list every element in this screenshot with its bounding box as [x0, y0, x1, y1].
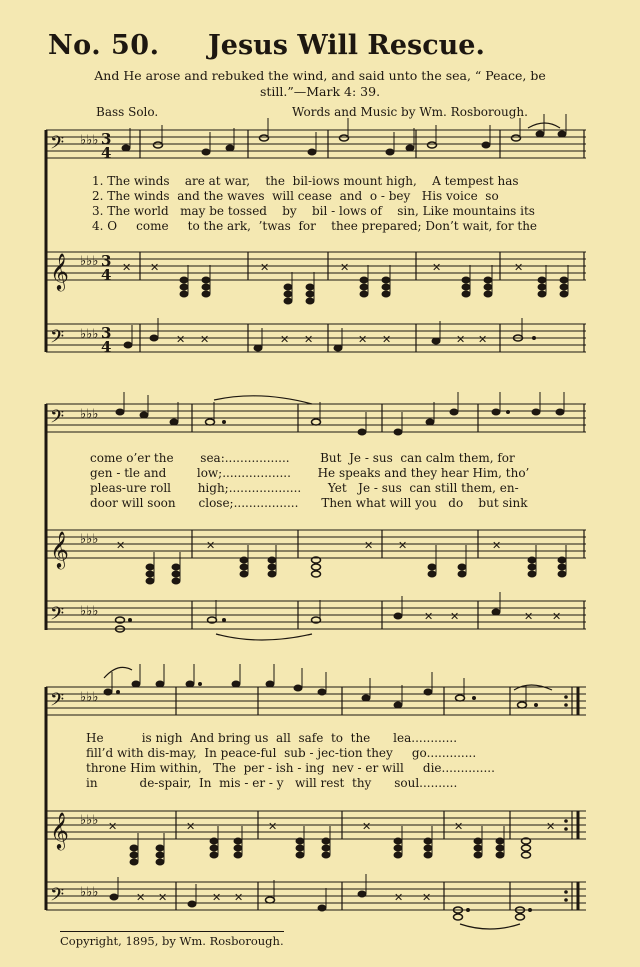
svg-text:✕: ✕	[268, 820, 278, 833]
svg-text:✕: ✕	[546, 820, 556, 833]
svg-text:✕: ✕	[524, 610, 534, 623]
svg-text:✕: ✕	[478, 333, 488, 346]
svg-text:✕: ✕	[340, 261, 350, 274]
svg-text:✕: ✕	[234, 891, 244, 904]
svg-text:✕: ✕	[150, 261, 160, 274]
svg-text:✕: ✕	[398, 539, 408, 552]
time-signature-top: 3	[101, 130, 112, 148]
svg-text:✕: ✕	[358, 333, 368, 346]
svg-text:✕: ✕	[432, 261, 442, 274]
svg-text:✕: ✕	[394, 891, 404, 904]
system-1	[46, 114, 586, 356]
svg-text:✕: ✕	[108, 820, 118, 833]
system-1-verse-4: 4. O come to the ark, ’twas for thee prepared; Don’t wait, for the	[92, 219, 538, 233]
bass-clef-icon: 𝄢	[50, 327, 65, 352]
svg-text:✕: ✕	[382, 333, 392, 346]
epigraph-line-2: still.”—Mark 4: 39.	[259, 84, 381, 99]
system-1-verse-1: 1. The winds are at war, the bil-iows mount high, A tempest has	[92, 174, 519, 188]
svg-text:✕: ✕	[158, 891, 168, 904]
bass-clef-icon: 𝄢	[50, 690, 65, 715]
system-2-verse-2: gen - tle and low;.................. He speaks and they hear Him, tho’	[90, 466, 530, 480]
key-flat-icon: ♭♭♭	[80, 327, 99, 342]
bass-clef-icon: 𝄢	[50, 885, 65, 910]
system-1-verse-3: 3. The world may be tossed by bil - lows of sin, Like mountains its	[92, 204, 535, 218]
svg-text:✕: ✕	[122, 261, 132, 274]
svg-text:✕: ✕	[116, 539, 126, 552]
bass-clef-icon: 𝄢	[50, 604, 65, 629]
svg-text:✕: ✕	[362, 820, 372, 833]
svg-text:✕: ✕	[492, 539, 502, 552]
system-2	[46, 392, 586, 640]
system-2-verse-3: pleas-ure roll high;................... Yet Je - sus can still them, en-	[90, 481, 519, 495]
svg-text:✕: ✕	[454, 820, 464, 833]
svg-text:♭♭♭: ♭♭♭	[80, 532, 99, 547]
svg-text:♭♭♭: ♭♭♭	[80, 885, 99, 900]
treble-clef-icon: 𝄞	[50, 811, 69, 849]
system-2-verse-1: come o’er the sea:................. But Je - sus can calm them, for	[90, 451, 515, 465]
svg-text:✕: ✕	[176, 333, 186, 346]
system-3-verse-1: He is nigh And bring us all safe to the lea............	[86, 731, 458, 745]
svg-text:✕: ✕	[424, 610, 434, 623]
system-3-verse-3: throne Him within, The per - ish - ing nev - er will die..............	[86, 761, 495, 775]
system-3-verse-2: fill’d with dis-may, In peace-ful sub - jec-tion they go.............	[86, 746, 477, 760]
system-1-verse-2: 2. The winds and the waves will cease and o - bey His voice so	[92, 189, 499, 203]
hymn-number: No. 50.	[48, 30, 160, 61]
svg-text:✕: ✕	[456, 333, 466, 346]
bass-clef-icon: 𝄢	[50, 133, 65, 158]
svg-text:✕: ✕	[200, 333, 210, 346]
svg-text:♭♭♭: ♭♭♭	[80, 604, 99, 619]
system-2-verse-4: door will soon close;................. Then what will you do but sink	[90, 496, 528, 510]
svg-text:♭♭♭: ♭♭♭	[80, 407, 99, 422]
svg-text:✕: ✕	[280, 333, 290, 346]
svg-text:✕: ✕	[364, 539, 374, 552]
svg-text:✕: ✕	[514, 261, 524, 274]
voice-note: Bass Solo.	[96, 105, 159, 119]
svg-text:✕: ✕	[212, 891, 222, 904]
svg-text:✕: ✕	[552, 610, 562, 623]
svg-text:✕: ✕	[422, 891, 432, 904]
svg-text:♭♭♭: ♭♭♭	[80, 813, 99, 828]
svg-text:4: 4	[101, 266, 112, 284]
svg-text:✕: ✕	[450, 610, 460, 623]
bass-clef-icon: 𝄢	[50, 407, 65, 432]
hymn-title: Jesus Will Rescue.	[208, 30, 485, 61]
epigraph-line-1: And He arose and rebuked the wind, and said unto the sea, “ Peace, be	[94, 68, 546, 83]
time-signature-bottom: 4	[101, 144, 112, 162]
key-flat-icon: ♭♭♭	[80, 254, 99, 269]
svg-text:✕: ✕	[206, 539, 216, 552]
svg-text:✕: ✕	[260, 261, 270, 274]
key-flat-icon: ♭♭♭	[80, 133, 99, 148]
system-3	[46, 664, 586, 929]
svg-text:✕: ✕	[304, 333, 314, 346]
svg-text:✕: ✕	[186, 820, 196, 833]
svg-text:4: 4	[101, 338, 112, 356]
svg-text:3: 3	[101, 324, 112, 342]
svg-text:♭♭♭: ♭♭♭	[80, 690, 99, 705]
system-3-verse-4: in de-spair, In mis - er - y will rest thy soul..........	[86, 776, 458, 790]
treble-clef-icon: 𝄞	[50, 530, 69, 568]
svg-text:✕: ✕	[136, 891, 146, 904]
composer-credit: Words and Music by Wm. Rosborough.	[292, 105, 528, 119]
copyright-notice: Copyright, 1895, by Wm. Rosborough.	[60, 931, 284, 948]
treble-clef-icon: 𝄞	[50, 252, 69, 290]
svg-text:3: 3	[101, 252, 112, 270]
